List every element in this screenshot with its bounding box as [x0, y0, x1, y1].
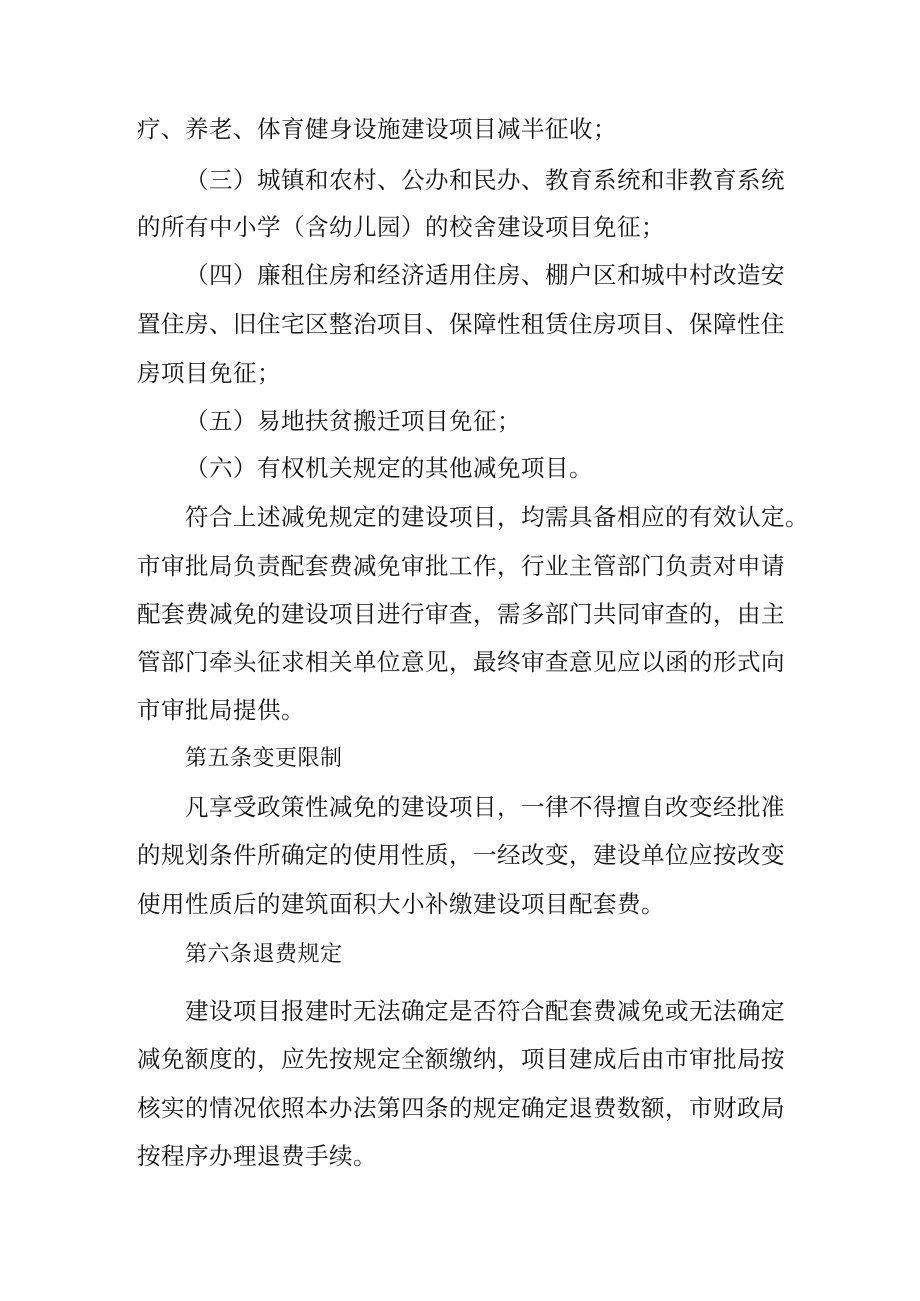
paragraph-start: 符合上述减免规定的建设项目，均需具备相应的有效认定。: [185, 503, 809, 531]
text-line-continuation: 房项目免征；: [137, 359, 281, 387]
text-line-continuation: 核实的情况依照本办法第四条的规定确定退费数额，市财政局: [137, 1094, 785, 1122]
text-line-continuation: 管部门牵头征求相关单位意见，最终审查意见应以函的形式向: [137, 648, 785, 676]
list-item-5: （五）易地扶贫搬迁项目免征；: [185, 407, 521, 435]
text-line-continuation: 减免额度的，应先按规定全额缴纳，项目建成后由市审批局按: [137, 1045, 785, 1073]
text-line-continuation: 置住房、旧住宅区整治项目、保障性租赁住房项目、保障性住: [137, 310, 785, 338]
paragraph-start: 建设项目报建时无法确定是否符合配套费减免或无法确定: [185, 997, 785, 1025]
text-line-continuation: 的所有中小学（含幼儿园）的校舍建设项目免征；: [137, 213, 665, 241]
text-line-continuation: 使用性质后的建筑面积大小补缴建设项目配套费。: [137, 890, 665, 918]
list-item-6: （六）有权机关规定的其他减免项目。: [185, 454, 593, 482]
text-line-continuation: 市审批局提供。: [137, 696, 305, 724]
text-line-continuation: 按程序办理退费手续。: [137, 1142, 377, 1170]
text-line-continuation: 配套费减免的建设项目进行审查，需多部门共同审查的，由主: [137, 600, 785, 628]
list-item-4: （四）廉租住房和经济适用住房、棚户区和城中村改造安: [185, 261, 785, 289]
article-heading-5: 第五条变更限制: [185, 746, 343, 771]
text-line-continuation: 的规划条件所确定的使用性质，一经改变，建设单位应按改变: [137, 841, 785, 869]
text-line-continuation: 疗、养老、体育健身设施建设项目减半征收；: [137, 115, 617, 143]
text-line-continuation: 市审批局负责配套费减免审批工作，行业主管部门负责对申请: [137, 552, 785, 580]
article-heading-6: 第六条退费规定: [185, 942, 343, 967]
paragraph-start: 凡享受政策性减免的建设项目，一律不得擅自改变经批准: [185, 793, 785, 821]
list-item-3: （三）城镇和农村、公办和民办、教育系统和非教育系统: [185, 166, 785, 194]
